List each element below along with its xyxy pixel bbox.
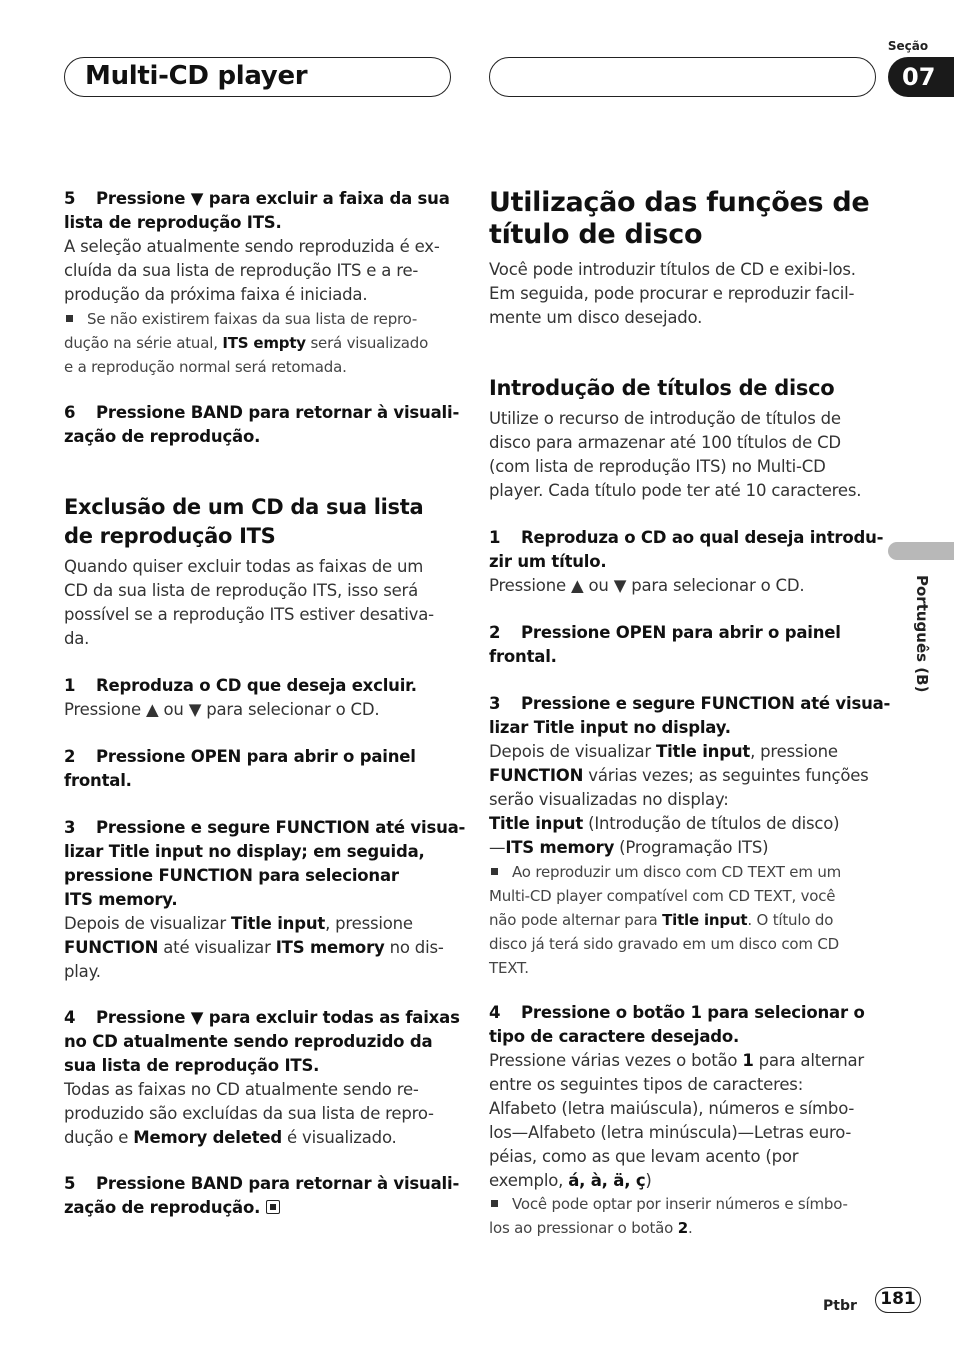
step-heading: 4 Pressione ▼ para excluir todas as faixas (64, 1008, 460, 1027)
section-heading: de reprodução ITS (64, 524, 276, 548)
note-text: e a reprodução normal será retomada. (64, 358, 347, 376)
header-empty-box (489, 57, 876, 97)
side-tab-language: Português (B) (913, 575, 931, 693)
step-heading: zação de reprodução. (64, 427, 261, 446)
section-number-tab: 07 (888, 57, 954, 97)
body-text: da. (64, 629, 90, 648)
side-tab-bar (888, 542, 954, 560)
body-text: play. (64, 962, 101, 981)
step-heading: zir um título. (489, 552, 607, 571)
body-text: Em seguida, pode procurar e reproduzir facil- (489, 284, 855, 303)
main-heading: Utilização das funções de (489, 187, 870, 218)
step-heading: 1 Reproduza o CD que deseja excluir. (64, 676, 417, 695)
body-text: Pressione ▲ ou ▼ para selecionar o CD. (489, 576, 805, 595)
body-text: (com lista de reprodução ITS) no Multi-CD (489, 457, 826, 476)
body-text: FUNCTION até visualizar ITS memory no dis- (64, 938, 444, 957)
step-heading: 5 Pressione ▼ para excluir a faixa da sua (64, 189, 450, 208)
body-text: player. Cada título pode ter até 10 caracteres. (489, 481, 862, 500)
note-text: Você pode optar por inserir números e símbo- (489, 1192, 848, 1216)
section-label: Seção (887, 39, 929, 53)
step-heading: pressione FUNCTION para selecionar (64, 866, 399, 885)
note-text: dução na série atual, ITS empty será visualizado (64, 334, 429, 352)
section-heading: Exclusão de um CD da sua lista (64, 495, 424, 519)
page-number: 181 (875, 1287, 921, 1313)
note-text: TEXT. (489, 959, 529, 977)
step-heading: lizar Title input no display; em seguida, (64, 842, 425, 861)
step-heading: zação de reprodução. (64, 1196, 280, 1220)
body-text: Pressione ▲ ou ▼ para selecionar o CD. (64, 700, 380, 719)
note-bullet-icon (491, 868, 498, 875)
body-text: exemplo, á, à, ä, ç) (489, 1171, 652, 1190)
step-heading: frontal. (489, 647, 557, 666)
end-of-section-icon (266, 1200, 280, 1214)
step-heading: 4 Pressione o botão 1 para selecionar o (489, 1003, 865, 1022)
step-heading: 2 Pressione OPEN para abrir o painel (489, 623, 841, 642)
note-text: Ao reproduzir um disco com CD TEXT em um (489, 860, 841, 884)
step-heading: no CD atualmente sendo reproduzido da (64, 1032, 433, 1051)
step-heading: 5 Pressione BAND para retornar à visuali- (64, 1174, 460, 1193)
body-text: Você pode introduzir títulos de CD e exibi-los. (489, 260, 856, 279)
body-text: Alfabeto (letra maiúscula), números e símbo- (489, 1099, 855, 1118)
body-text: mente um disco desejado. (489, 308, 703, 327)
step-heading: 2 Pressione OPEN para abrir o painel (64, 747, 416, 766)
step-heading: 6 Pressione BAND para retornar à visuali- (64, 403, 460, 422)
step-heading: 1 Reproduza o CD ao qual deseja introdu- (489, 528, 884, 547)
body-text: disco para armazenar até 100 títulos de CD (489, 433, 841, 452)
body-text: —ITS memory (Programação ITS) (489, 838, 769, 857)
body-text: Depois de visualizar Title input, pressione (489, 742, 838, 761)
main-heading: título de disco (489, 219, 703, 250)
body-text: possível se a reprodução ITS estiver desativa- (64, 605, 434, 624)
footer-language-code: Ptbr (823, 1298, 857, 1314)
page-title: Multi-CD player (85, 61, 308, 91)
body-text: FUNCTION várias vezes; as seguintes funções (489, 766, 869, 785)
step-heading: frontal. (64, 771, 132, 790)
step-heading: 3 Pressione e segure FUNCTION até visua- (489, 694, 891, 713)
body-text: Depois de visualizar Title input, pressione (64, 914, 413, 933)
step-heading: 3 Pressione e segure FUNCTION até visua- (64, 818, 466, 837)
body-text: dução e Memory deleted é visualizado. (64, 1128, 397, 1147)
note-text: não pode alternar para Title input. O título do (489, 911, 834, 929)
note-bullet-icon (491, 1200, 498, 1207)
note-text: disco já terá sido gravado em um disco com CD (489, 935, 839, 953)
note-text: Se não existirem faixas da sua lista de repro- (64, 307, 417, 331)
body-text: péias, como as que levam acento (por (489, 1147, 799, 1166)
note-text: Multi-CD player compatível com CD TEXT, você (489, 887, 836, 905)
header-title-box (64, 57, 451, 97)
step-heading: ITS memory. (64, 890, 178, 909)
body-text: los—Alfabeto (letra minúscula)—Letras euro- (489, 1123, 852, 1142)
body-text: produzido são excluídas da sua lista de repro- (64, 1104, 434, 1123)
body-text: produção da próxima faixa é iniciada. (64, 285, 368, 304)
note-text: los ao pressionar o botão 2. (489, 1219, 693, 1237)
body-text: A seleção atualmente sendo reproduzida é ex- (64, 237, 440, 256)
body-text: Utilize o recurso de introdução de títulos de (489, 409, 841, 428)
body-text: Todas as faixas no CD atualmente sendo re- (64, 1080, 419, 1099)
body-text: CD da sua lista de reprodução ITS, isso será (64, 581, 419, 600)
step-heading: lista de reprodução ITS. (64, 213, 282, 232)
body-text: Title input (Introdução de títulos de disco) (489, 814, 840, 833)
body-text: cluída da sua lista de reprodução ITS e a re- (64, 261, 419, 280)
step-heading: lizar Title input no display. (489, 718, 731, 737)
step-heading: tipo de caractere desejado. (489, 1027, 740, 1046)
body-text: serão visualizadas no display: (489, 790, 729, 809)
body-text: entre os seguintes tipos de caracteres: (489, 1075, 804, 1094)
note-bullet-icon (66, 315, 73, 322)
body-text: Quando quiser excluir todas as faixas de um (64, 557, 424, 576)
section-heading: Introdução de títulos de disco (489, 376, 835, 400)
step-heading: sua lista de reprodução ITS. (64, 1056, 320, 1075)
body-text: Pressione várias vezes o botão 1 para alternar (489, 1051, 864, 1070)
